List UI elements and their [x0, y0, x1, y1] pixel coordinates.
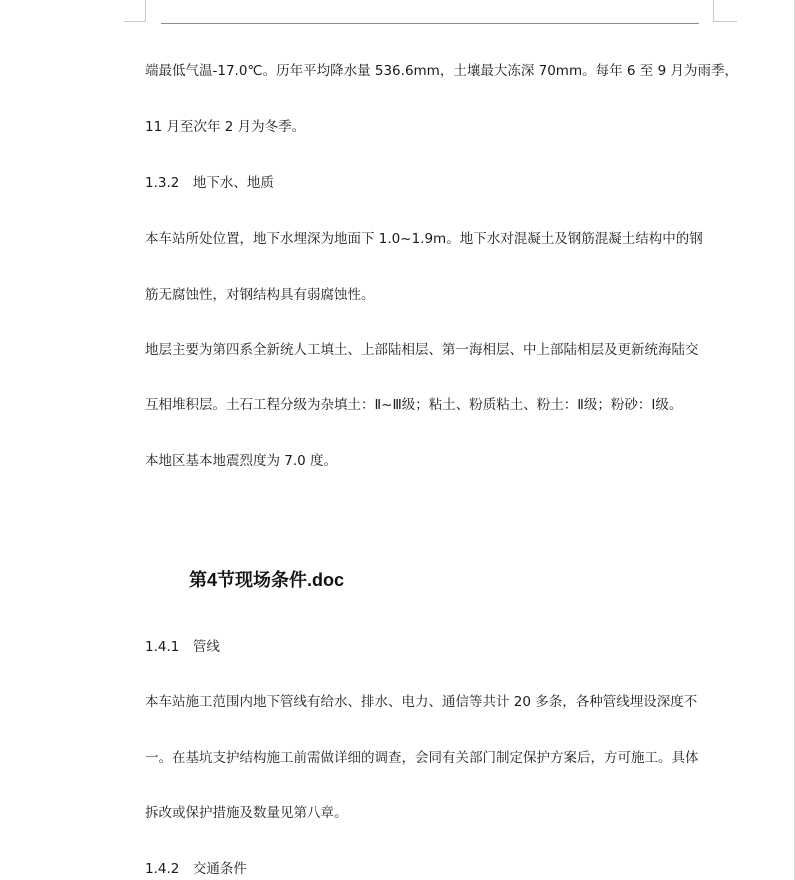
- paragraph-line: 本车站所处位置，地下水埋深为地面下 1.0~1.9m。地下水对混凝土及钢筋混凝土结构中的钢: [145, 231, 703, 247]
- crop-mark-top-right: [713, 21, 737, 22]
- paragraph-line: 筋无腐蚀性，对钢结构具有弱腐蚀性。: [145, 287, 375, 303]
- crop-mark-top-left: [124, 21, 146, 22]
- subsection-heading: 1.4.1 管线: [145, 639, 220, 655]
- subsection-heading: 1.3.2 地下水、地质: [145, 175, 274, 191]
- header-rule: [161, 23, 699, 24]
- paragraph-line: 一。在基坑支护结构施工前需做详细的调查，会同有关部门制定保护方案后，方可施工。具体: [145, 750, 699, 766]
- crop-mark-top-right: [713, 0, 714, 21]
- subsection-heading: 1.4.2 交通条件: [145, 861, 247, 877]
- paragraph-line: 本地区基本地震烈度为 7.0 度。: [145, 453, 338, 469]
- paragraph-line: 端最低气温-17.0℃。历年平均降水量 536.6mm，土壤最大冻深 70mm。每年 6 至 9 月为雨季，: [145, 63, 738, 79]
- paragraph-line: 11 月至次年 2 月为冬季。: [145, 119, 306, 135]
- crop-mark-top-left: [145, 0, 146, 21]
- paragraph-line: 地层主要为第四系全新统人工填土、上部陆相层、第一海相层、中上部陆相层及更新统海陆交: [145, 342, 699, 358]
- section-heading: 第4节现场条件.doc: [189, 570, 345, 590]
- paragraph-line: 互相堆积层。土石工程分级为杂填土：Ⅱ~Ⅲ级；粘土、粉质粘土、粉土：Ⅱ级；粉砂：Ⅰ级。: [145, 397, 683, 413]
- paragraph-line: 本车站施工范围内地下管线有给水、排水、电力、通信等共计 20 多条，各种管线埋设深度不: [145, 694, 698, 710]
- paragraph-line: 拆改或保护措施及数量见第八章。: [145, 805, 348, 821]
